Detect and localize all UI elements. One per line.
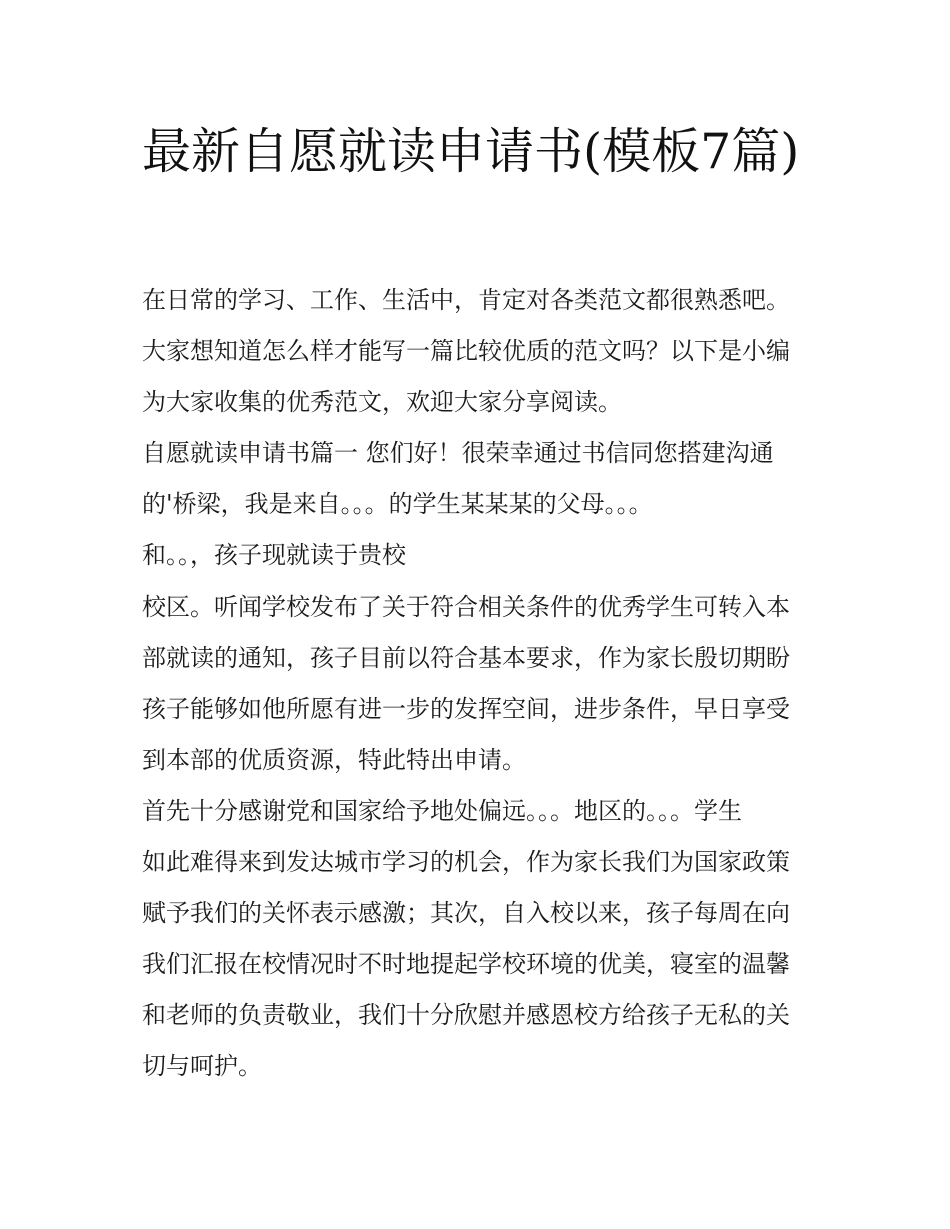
document-body [142, 275, 832, 1093]
body-line: 大家想知道怎么样才能写一篇比较优质的范文吗？以下是小编 [142, 337, 790, 366]
body-line: 和老师的负责敬业，我们十分欣慰并感恩校方给孩子无私的关 [142, 1001, 790, 1030]
body-line: 我们汇报在校情况时不时地提起学校环境的优美，寝室的温馨 [142, 950, 790, 979]
body-line: 为大家收集的优秀范文，欢迎大家分享阅读。 [142, 388, 622, 417]
body-line: 校区。听闻学校发布了关于符合相关条件的优秀学生可转入本 [142, 592, 790, 621]
body-line: 自愿就读申请书篇一 您们好！很荣幸通过书信同您搭建沟通 [142, 439, 774, 468]
body-line: 切与呵护。 [142, 1052, 262, 1081]
body-line: 和。。，孩子现就读于贵校 [142, 541, 406, 570]
body-line: 部就读的通知，孩子目前以符合基本要求，作为家长殷切期盼 [142, 643, 790, 672]
body-line: 如此难得来到发达城市学习的机会，作为家长我们为国家政策 [142, 848, 790, 877]
body-line: 首先十分感谢党和国家给予地处偏远。。。地区的。。。学生 [142, 796, 742, 825]
body-line: 赋予我们的关怀表示感激；其次，自入校以来，孩子每周在向 [142, 899, 790, 928]
body-line: 孩子能够如他所愿有进一步的发挥空间，进步条件，早日享受 [142, 694, 790, 723]
body-line: 在日常的学习、工作、生活中，肯定对各类范文都很熟悉吧。 [142, 286, 790, 314]
document-title: 最新自愿就读申请书(模板7篇) [142, 123, 800, 180]
body-line: 到本部的优质资源，特此特出申请。 [142, 745, 526, 774]
body-line: 的'桥梁，我是来自。。。的学生某某某的父母。。。 [142, 490, 653, 519]
